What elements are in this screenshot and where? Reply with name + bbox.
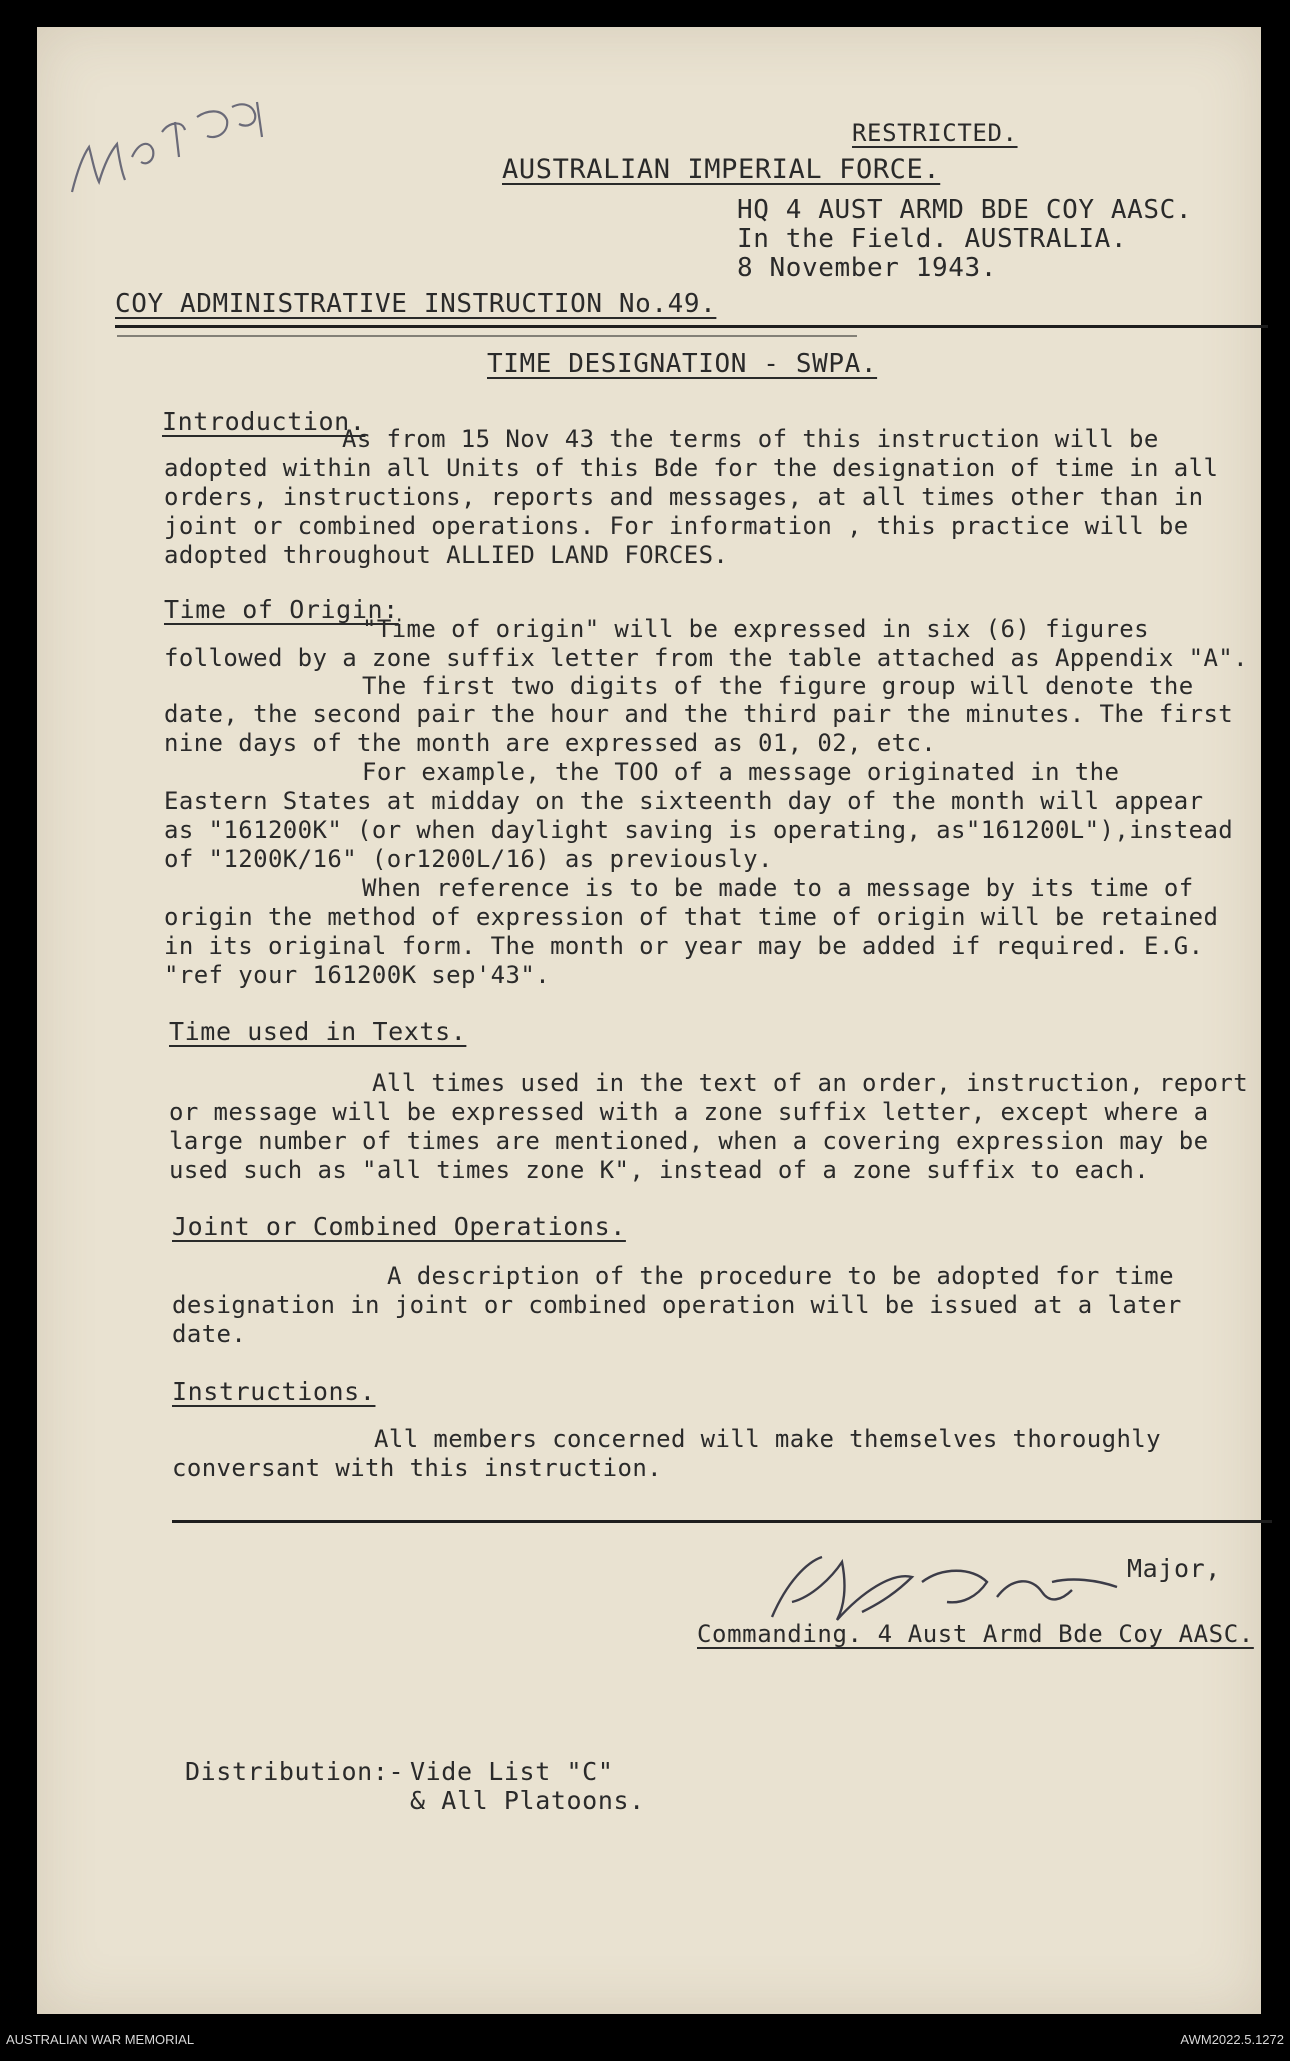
intro-line: As from 15 Nov 43 the terms of this instruction will be xyxy=(342,425,1159,453)
joint-line: date. xyxy=(172,1320,247,1348)
origin-line: Eastern States at midday on the sixteenth day of the month will appear xyxy=(164,787,1204,815)
origin-line: in its original form. The month or year may be added if required. E.G. xyxy=(164,932,1204,960)
origin-line: as "161200K" (or when daylight saving is operating, as"161200L"),instead xyxy=(164,816,1234,844)
section-heading-introduction: Introduction. xyxy=(162,407,366,436)
header-rule xyxy=(115,325,1268,328)
signature-rule xyxy=(172,1520,1272,1523)
origin-line: nine days of the month are expressed as 01, 02, etc. xyxy=(164,729,937,757)
instruction-number: COY ADMINISTRATIVE INSTRUCTION No.49. xyxy=(115,289,717,319)
distribution-label: Distribution:- xyxy=(185,1757,405,1786)
origin-line: date, the second pair the hour and the third pair the minutes. The first xyxy=(164,700,1234,728)
origin-line: followed by a zone suffix letter from the table attached as Appendix "A". xyxy=(164,644,1248,672)
signatory-title: Commanding. 4 Aust Armd Bde Coy AASC. xyxy=(697,1620,1254,1648)
instructions-line: conversant with this instruction. xyxy=(172,1454,663,1482)
origin-line: "ref your 161200K sep'43". xyxy=(164,961,551,989)
date-line: 8 November 1943. xyxy=(737,253,998,283)
classification-stamp: RESTRICTED. xyxy=(852,119,1018,147)
joint-line: designation in joint or combined operation will be issued at a later xyxy=(172,1291,1182,1319)
document-page xyxy=(37,27,1261,2014)
signatory-rank: Major, xyxy=(1127,1554,1221,1583)
intro-line: adopted throughout ALLIED LAND FORCES. xyxy=(164,541,729,569)
distribution-line-1: Vide List "C" xyxy=(410,1757,614,1786)
texts-line: or message will be expressed with a zone suffix letter, except where a xyxy=(169,1098,1209,1126)
texts-line: used such as "all times zone K", instead of a zone suffix to each. xyxy=(169,1156,1150,1184)
force-title: AUSTRALIAN IMPERIAL FORCE. xyxy=(502,154,941,185)
footer-credit: AUSTRALIAN WAR MEMORIAL xyxy=(6,2032,195,2047)
origin-line: origin the method of expression of that time of origin will be retained xyxy=(164,903,1219,931)
origin-line: of "1200K/16" (or1200L/16) as previously. xyxy=(164,845,773,873)
signature-scribble xyxy=(752,1542,1132,1632)
origin-line: When reference is to be made to a message by its time of xyxy=(362,874,1194,902)
intro-line: joint or combined operations. For information , this practice will be xyxy=(164,512,1189,540)
subject-title: TIME DESIGNATION - SWPA. xyxy=(487,349,878,379)
section-heading-time-of-origin: Time of Origin: xyxy=(164,595,399,624)
intro-line: orders, instructions, reports and messages, at all times other than in xyxy=(164,483,1204,511)
handwritten-annotation xyxy=(57,62,277,212)
origin-line: "Time of origin" will be expressed in six (6) figures xyxy=(362,615,1150,643)
footer-accession-number: AWM2022.5.1272 xyxy=(1180,2032,1284,2047)
section-heading-instructions: Instructions. xyxy=(172,1377,376,1406)
distribution-line-2: & All Platoons. xyxy=(410,1786,645,1815)
texts-line: All times used in the text of an order, instruction, report xyxy=(372,1069,1249,1097)
section-heading-time-used-in-texts: Time used in Texts. xyxy=(169,1017,467,1046)
origin-line: The first two digits of the figure group will denote the xyxy=(362,672,1194,700)
instructions-line: All members concerned will make themselves thoroughly xyxy=(374,1425,1162,1453)
hq-line: HQ 4 AUST ARMD BDE COY AASC. xyxy=(737,195,1193,225)
intro-line: adopted within all Units of this Bde for the designation of time in all xyxy=(164,454,1219,482)
joint-line: A description of the procedure to be adopted for time xyxy=(387,1262,1175,1290)
location-line: In the Field. AUSTRALIA. xyxy=(737,224,1128,254)
header-rule-faint xyxy=(117,335,857,337)
texts-line: large number of times are mentioned, when a covering expression may be xyxy=(169,1127,1209,1155)
section-heading-joint-operations: Joint or Combined Operations. xyxy=(172,1212,626,1241)
origin-line: For example, the TOO of a message originated in the xyxy=(362,758,1120,786)
